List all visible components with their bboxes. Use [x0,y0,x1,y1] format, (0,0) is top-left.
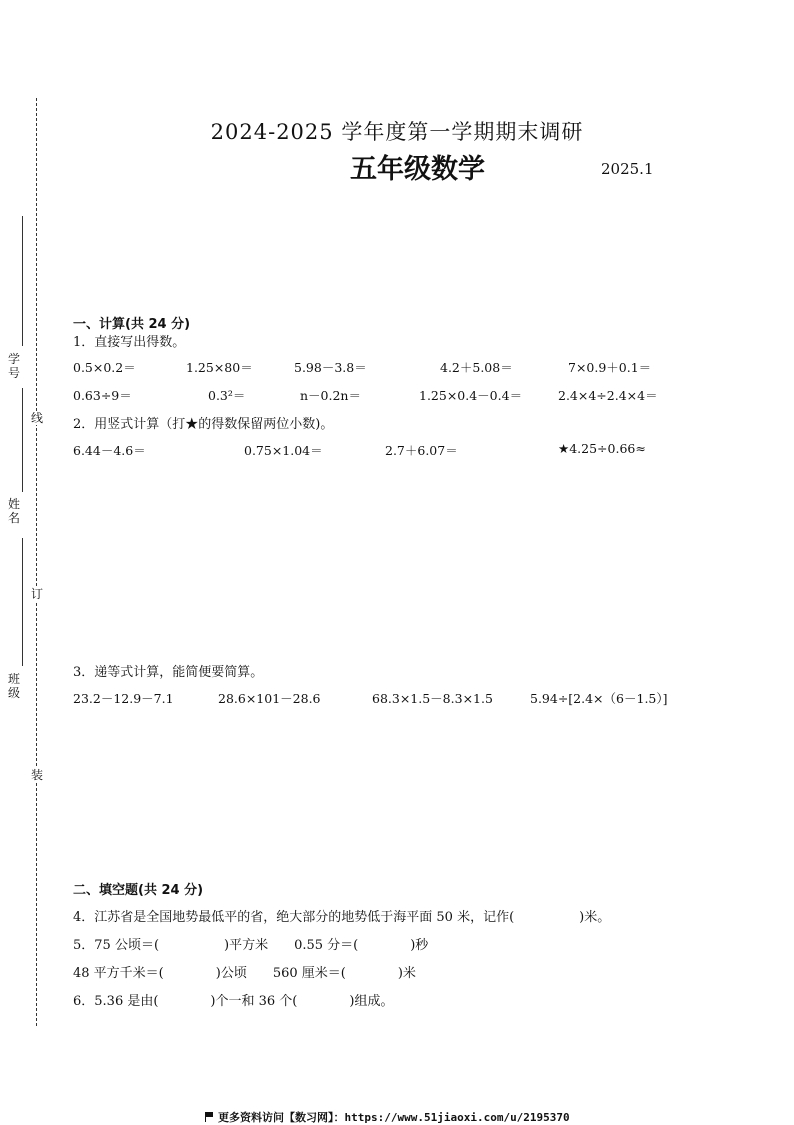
expression: 4.2＋5.08＝ [440,360,513,375]
question-5-line-2: 48 平方千米＝( )公顷 560 厘米＝( )米 [73,966,416,981]
expression: 28.6×101－28.6 [218,691,321,706]
binding-dashed-line [36,98,37,1026]
footer-link[interactable] [205,1109,570,1125]
margin-mark-staple: 订 [30,587,43,601]
flag-icon [205,1112,214,1122]
expression: 1.25×80＝ [186,360,253,375]
exam-title: 2024-2025 学年度第一学期期末调研 [210,120,584,144]
class-label: 班级 [7,672,20,700]
expression: 0.63÷9＝ [73,388,132,403]
question-4: 4．江苏省是全国地势最低平的省，绝大部分的地势低于海平面 50 米，记作( )米。 [73,910,611,925]
expression: 1.25×0.4－0.4＝ [419,388,523,403]
expression: 0.75×1.04＝ [244,443,323,458]
question-2-prompt: 2．用竖式计算（打★的得数保留两位小数)。 [73,417,334,432]
expression: 6.44－4.6＝ [73,443,146,458]
expression: 7×0.9＋0.1＝ [568,360,652,375]
section-heading-fill-in: 二、填空题(共 24 分) [73,883,204,898]
name-field-line [22,388,23,492]
question-6: 6．5.36 是由( )个一和 36 个( )组成。 [73,994,394,1009]
expression: 2.4×4÷2.4×4＝ [558,388,658,403]
exam-subtitle: 五年级数学 [350,154,485,185]
expression: ★4.25÷0.66≈ [558,441,646,456]
student-id-field-line [22,216,23,346]
student-id-label: 学号 [7,352,20,380]
margin-mark-line: 线 [30,411,43,425]
expression: n－0.2n＝ [300,388,361,403]
expression: 23.2－12.9－7.1 [73,691,174,706]
expression: 68.3×1.5－8.3×1.5 [372,691,493,706]
expression: 5.94÷[2.4×（6－1.5）] [530,691,668,706]
expression: 0.3²＝ [208,388,246,403]
section-heading-calculation: 一、计算(共 24 分) [73,317,191,332]
class-field-line [22,538,23,666]
margin-mark-bind: 装 [30,768,43,782]
question-5-line-1: 5．75 公顷＝( )平方米 0.55 分＝( )秒 [73,938,429,953]
question-3-prompt: 3．递等式计算，能简便要简算。 [73,665,264,680]
exam-date: 2025.1 [601,160,654,178]
expression: 0.5×0.2＝ [73,360,136,375]
footer-text: 更多资料访问【数习网】：https://www.51jiaoxi.com/u/2195370 [218,1111,570,1124]
expression: 5.98－3.8＝ [294,360,367,375]
name-label: 姓名 [7,497,20,525]
question-1-prompt: 1．直接写出得数。 [73,335,186,350]
expression: 2.7＋6.07＝ [385,443,458,458]
